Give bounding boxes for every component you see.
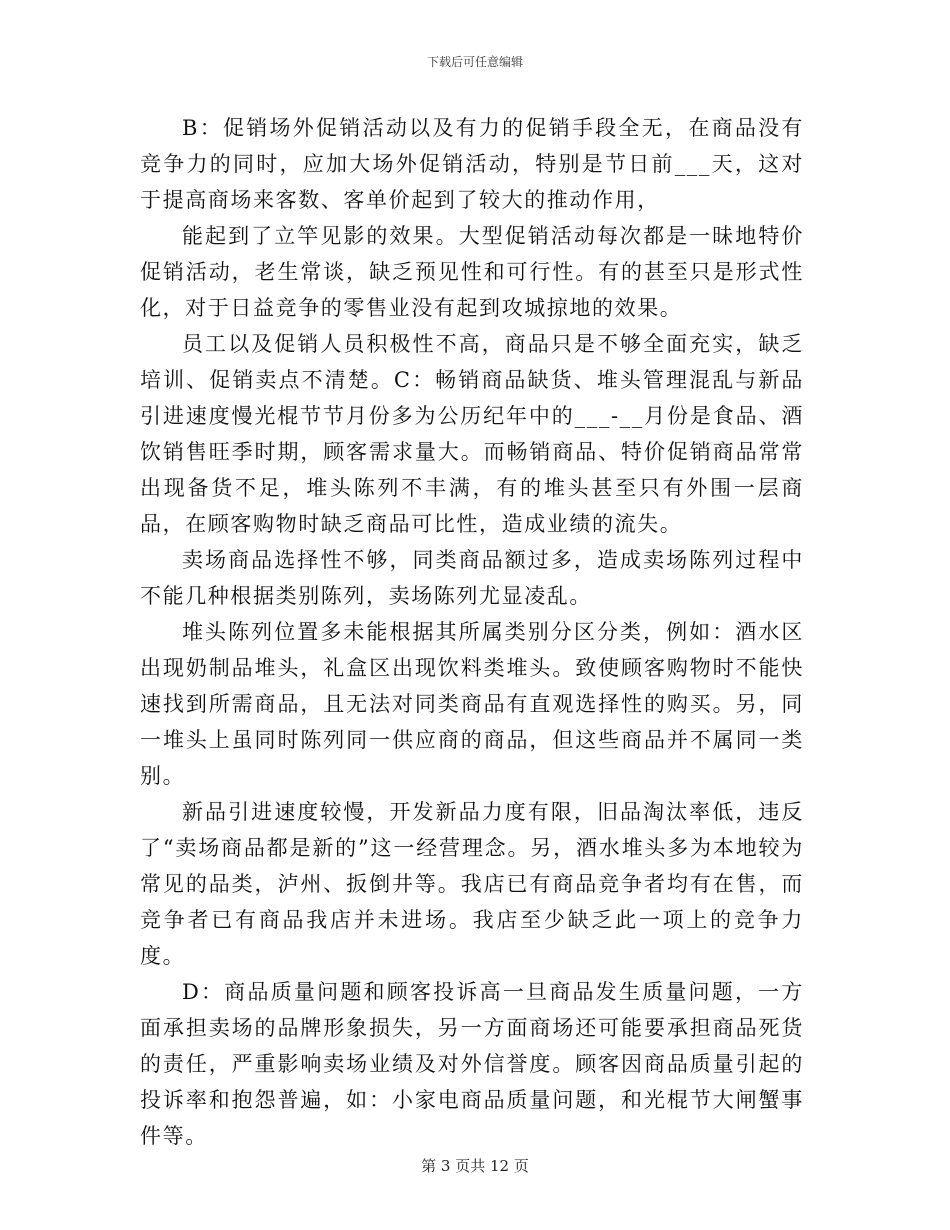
document-body <box>140 110 804 1154</box>
paragraph-new-products: 新品引进速度较慢，开发新品力度有限，旧品淘汰率低，违反了“卖场商品都是新的”这一经营理念。另，酒水堆头多为本地较为常见的品类，泸州、扳倒井等。我店已有商品竞争者均有在售，而竞争者已有商品我店并未进场。我店至少缺乏此一项上的竞争力度。 <box>140 800 804 968</box>
paragraph-product-selection: 卖场商品选择性不够，同类商品额过多，造成卖场陈列过程中不能几种根据类别陈列，卖场陈列尤显凌乱。 <box>140 548 804 608</box>
paragraph-b-promotion: B：促销场外促销活动以及有力的促销手段全无，在商品没有竞争力的同时，应加大场外促销活动，特别是节日前___天，这对于提高商场来客数、客单价起到了较大的推动作用， <box>140 116 804 212</box>
paragraph-c-stock-display: 员工以及促销人员积极性不高，商品只是不够全面充实，缺乏培训、促销卖点不清楚。C：畅销商品缺货、堆头管理混乱与新品引进速度慢光棍节节月份多为公历纪年中的___-__月份是食品、酒饮销售旺季时期，顾客需求量大。而畅销商品、特价促销商品常常出现备货不足，堆头陈列不丰满，有的堆头甚至只有外围一层商品，在顾客购物时缺乏商品可比性，造成业绩的流失。 <box>140 332 804 536</box>
page-header: 下载后可任意编辑 <box>426 55 523 69</box>
page-number-footer: 第 3 页共 12 页 <box>421 1157 529 1175</box>
paragraph-display-classification: 堆头陈列位置多未能根据其所属类别分区分类，例如：酒水区出现奶制品堆头，礼盒区出现饮料类堆头。致使顾客购物时不能快速找到所需商品，且无法对同类商品有直观选择性的购买。另，同一堆头上虽同时陈列同一供应商的商品，但这些商品并不属同一类别。 <box>140 620 804 788</box>
paragraph-promotion-effect: 能起到了立竿见影的效果。大型促销活动每次都是一昧地特价促销活动，老生常谈，缺乏预见性和可行性。有的甚至只是形式性化，对于日益竞争的零售业没有起到攻城掠地的效果。 <box>140 224 804 320</box>
paragraph-d-quality-complaints: D：商品质量问题和顾客投诉高一旦商品发生质量问题，一方面承担卖场的品牌形象损失，另一方面商场还可能要承担商品死货的责任，严重影响卖场业绩及对外信誉度。顾客因商品质量引起的投诉率和抱怨普遍，如：小家电商品质量问题，和光棍节大闸蟹事件等。 <box>140 980 804 1148</box>
